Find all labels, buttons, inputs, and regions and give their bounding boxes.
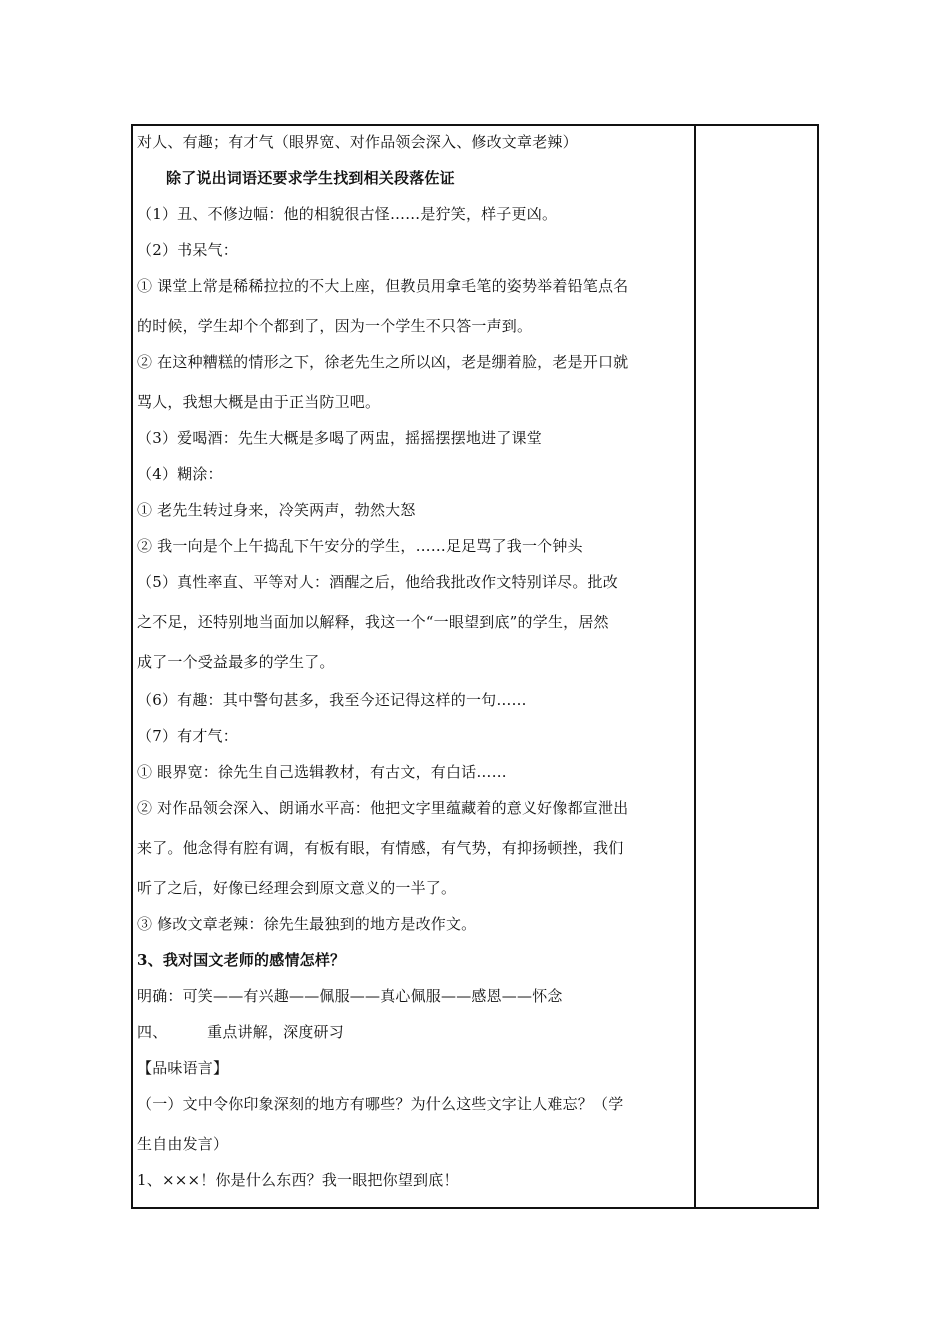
text-line: 成了一个受益最多的学生了。: [137, 653, 335, 671]
text-line: ① 老先生转过身来，冷笑两声，勃然大怒: [137, 501, 416, 519]
notes-cell: [696, 126, 817, 1207]
instruction-line: 除了说出词语还要求学生找到相关段落佐证: [166, 169, 455, 187]
text-line: 对人、有趣；有才气（眼界宽、对作品领会深入、修改文章老辣）: [137, 133, 578, 151]
text-line: 生自由发言）: [137, 1135, 229, 1153]
text-line: （1）丑、不修边幅：他的相貌很古怪……是狞笑，样子更凶。: [137, 205, 558, 223]
question-heading: 3、我对国文老师的感情怎样？: [137, 951, 346, 969]
text-line: 骂人，我想大概是由于正当防卫吧。: [137, 393, 381, 411]
text-line: 听了之后，好像已经理会到原文意义的一半了。: [137, 879, 457, 897]
text-line: （一）文中令你印象深刻的地方有哪些？为什么这些文字让人难忘？（学: [137, 1095, 624, 1113]
text-line: 来了。他念得有腔有调，有板有眼，有情感，有气势，有抑扬顿挫，我们: [137, 839, 624, 857]
text-line: ① 眼界宽：徐先生自己选辑教材，有古文，有白话……: [137, 763, 507, 781]
text-line: 明确：可笑——有兴趣——佩服——真心佩服——感恩——怀念: [137, 987, 563, 1005]
text-line: （2）书呆气：: [137, 241, 238, 259]
text-line: （5）真性率直、平等对人：酒醒之后，他给我批改作文特别详尽。批改: [137, 573, 618, 591]
section-heading: 四、 重点讲解，深度研习: [137, 1023, 344, 1041]
text-line: （7）有才气：: [137, 727, 238, 745]
text-line: ② 对作品领会深入、朗诵水平高：他把文字里蕴藏着的意义好像都宣泄出: [137, 799, 629, 817]
text-line: 之不足，还特别地当面加以解释，我这一个“一眼望到底”的学生，居然: [137, 613, 609, 631]
text-line: （6）有趣：其中警句甚多，我至今还记得这样的一句……: [137, 691, 527, 709]
text-line: ② 我一向是个上午捣乱下午安分的学生，……足足骂了我一个钟头: [137, 537, 583, 555]
text-line: 的时候，学生却个个都到了，因为一个学生不只答一声到。: [137, 317, 533, 335]
text-line: ② 在这种糟糕的情形之下，徐老先生之所以凶，老是绷着脸，老是开口就: [137, 353, 629, 371]
subsection-heading: 【品味语言】: [137, 1059, 229, 1077]
text-line: （4）糊涂：: [137, 465, 223, 483]
lesson-table: [131, 124, 819, 1209]
text-line: ③ 修改文章老辣：徐先生最独到的地方是改作文。: [137, 915, 477, 933]
text-line: （3）爱喝酒：先生大概是多喝了两盅，摇摇摆摆地进了课堂: [137, 429, 542, 447]
text-line: 1、×××！你是什么东西？我一眼把你望到底！: [137, 1171, 459, 1189]
text-line: ① 课堂上常是稀稀拉拉的不大上座，但教员用拿毛笔的姿势举着铅笔点名: [137, 277, 629, 295]
